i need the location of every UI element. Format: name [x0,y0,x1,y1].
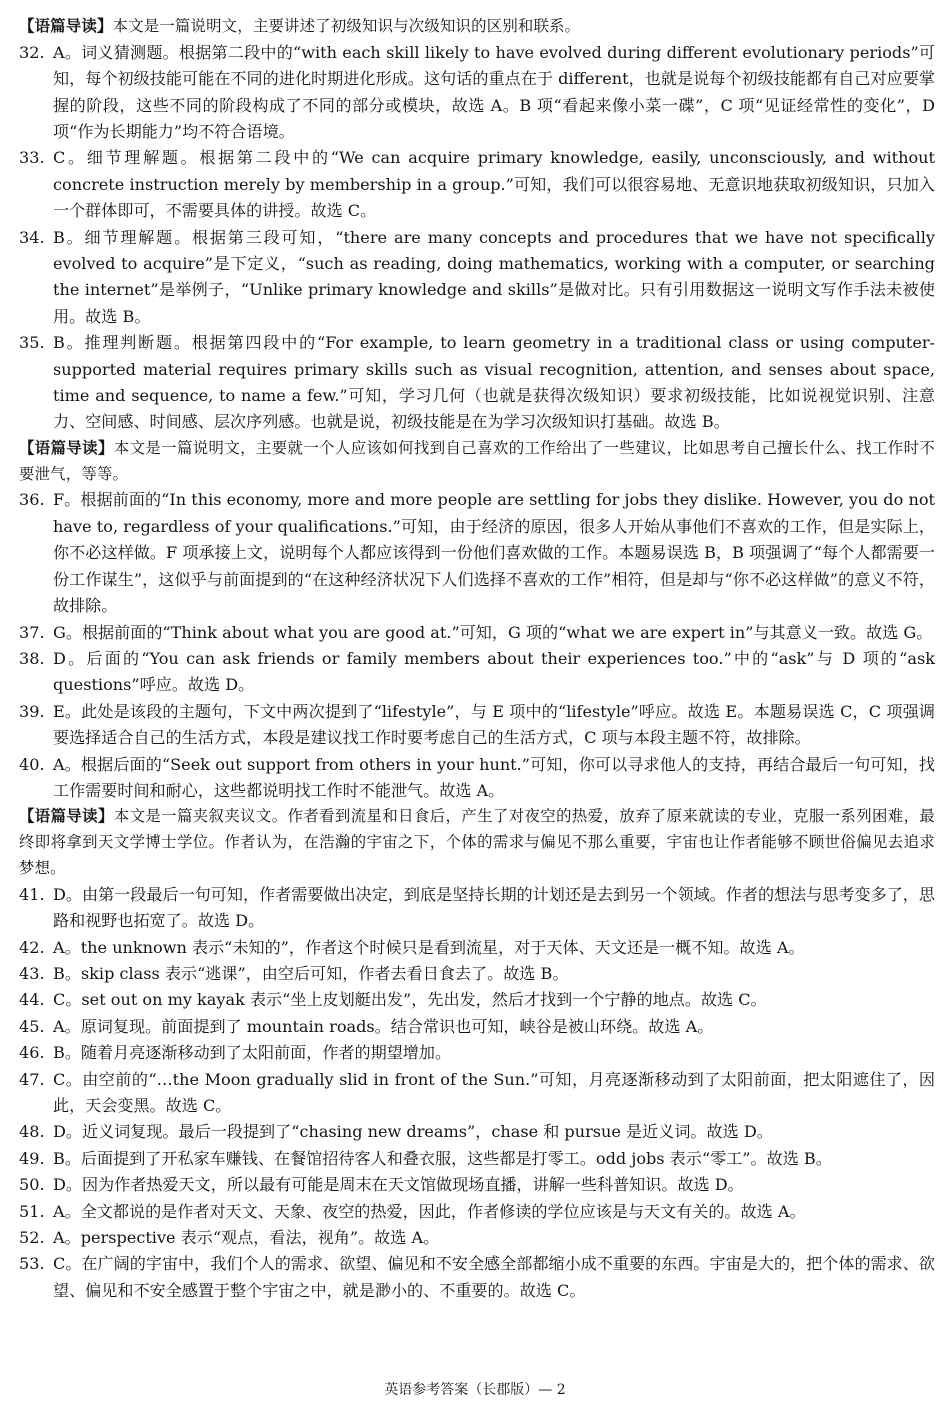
answer-item-49 [17,1146,935,1172]
passage-guide-1 [17,14,935,40]
answer-item-35 [17,330,935,436]
answer-item-41 [17,882,935,935]
answer-item-53 [17,1251,935,1304]
item-number: 35. [19,333,45,353]
item-text: B。随着月亮逐渐移动到了太阳前面，作者的期望增加。 [53,1043,452,1063]
item-text: B。后面提到了开私家车赚钱、在餐馆招待客人和叠衣服，这些都是打零工。odd jobs 表示“零工”。故选 B。 [53,1148,832,1168]
answer-item-45 [17,1014,935,1040]
passage-guide-2 [17,436,935,488]
item-text: B。skip class 表示“逃课”，由空后可知，作者去看日食去了。故选 B。 [53,963,569,983]
answer-item-46 [17,1040,935,1066]
answer-item-50 [17,1172,935,1198]
answer-item-33 [17,145,935,224]
guide-tag: 【语篇导读】 [19,807,114,826]
item-text: E。此处是该段的主题句，下文中两次提到了“lifestyle”，与 E 项中的“lifestyle”呼应。故选 E。本题易误选 C，C 项强调要选择适合自己的生活方式，本段是建议找工作时要考虑自己的生活方式，C 项与本段主题不符，故排除。 [53,701,935,748]
item-number: 38. [19,648,45,668]
answer-item-43 [17,961,935,987]
item-number: 33. [19,148,45,168]
answer-item-32 [17,40,935,146]
item-number: 50. [19,1175,45,1195]
guide-tag: 【语篇导读】 [19,438,114,457]
item-number: 52. [19,1228,45,1248]
answer-item-40 [17,752,935,805]
item-text: D。由第一段最后一句可知，作者需要做出决定，到底是坚持长期的计划还是去到另一个领域。作者的想法与思考变多了，思路和视野也拓宽了。故选 D。 [53,884,935,931]
item-text: A。根据后面的“Seek out support from others in your hunt.”可知，你可以寻求他人的支持，再结合最后一句可知，找工作需要时间和耐心，这些都说明找工作时不能泄气。故选 A。 [53,754,935,800]
guide-text: 本文是一篇夹叙夹议文。作者看到流星和日食后，产生了对夜空的热爱，放弃了原来就读的专业，克服一系列困难，最终即将拿到天文学博士学位。作者认为，在浩瀚的宇宙之下，个体的需求与偏见不那么重要，宇宙也让作者能够不顾世俗偏见去追求梦想。 [19,807,935,877]
item-number: 43. [19,963,45,983]
item-text: D。因为作者热爱天文，所以最有可能是周末在天文馆做现场直播，讲解一些科普知识。故选 D。 [53,1175,744,1195]
item-text: B。细节理解题。根据第三段可知，“there are many concepts and procedures that we have not specifically evolved to acquire”是下定义，“such as reading, doing mathematics, working with a computer, or searching the internet”是举例子，“Unlike primary knowledge and skills”是做对比。只有引用数据这一说明文写作手法未被使用。故选 B。 [53,227,935,326]
item-text: C。set out on my kayak 表示“坐上皮划艇出发”，先出发，然后才找到一个宁静的地点。故选 C。 [53,990,767,1010]
item-text: A。the unknown 表示“未知的”，作者这个时候只是看到流星，对于天体、天文还是一概不知。故选 A。 [53,937,805,957]
item-number: 40. [19,754,45,774]
item-number: 39. [19,701,45,721]
item-number: 34. [19,227,45,247]
item-number: 48. [19,1122,45,1142]
item-text: G。根据前面的“Think about what you are good at.”可知，G 项的“what we are expert in”与其意义一致。故选 G。 [53,622,933,642]
item-number: 42. [19,937,45,957]
answer-item-51 [17,1199,935,1225]
item-text: C。细节理解题。根据第二段中的“We can acquire primary knowledge, easily, unconsciously, and without concrete instruction merely by membership in a group.”可知，我们可以很容易地、无意识地获取初级知识，只加入一个群体即可，不需要具体的讲授。故选 C。 [53,148,935,221]
passage-guide-3 [17,804,935,881]
item-text: A。原词复现。前面提到了 mountain roads。结合常识也可知，峡谷是被山环绕。故选 A。 [53,1016,714,1036]
answer-item-37 [17,620,935,646]
item-number: 37. [19,622,45,642]
item-text: B。推理判断题。根据第四段中的“For example, to learn geometry in a traditional class or using computer-supported material requires primary skills such as visual recognition, attention, and senses about space, time and sequence, to name a few.”可知，学习几何（也就是获得次级知识）要求初级技能，比如说视觉识别、注意力、空间感、时间感、层次序列感。也就是说，初级技能是在为学习次级知识打基础。故选 B。 [53,333,935,432]
item-text: D。近义词复现。最后一段提到了“chasing new dreams”，chase 和 pursue 是近义词。故选 D。 [53,1122,773,1142]
answer-item-42 [17,935,935,961]
item-text: C。在广阔的宇宙中，我们个人的需求、欲望、偏见和不安全感全部都缩小成不重要的东西。宇宙是大的，把个体的需求、欲望、偏见和不安全感置于整个宇宙之中，就是渺小的、不重要的。故选 C。 [53,1254,935,1300]
item-text: A。全文都说的是作者对天文、天象、夜空的热爱，因此，作者修读的学位应该是与天文有关的。故选 A。 [53,1201,806,1221]
item-number: 45. [19,1016,45,1036]
answer-item-38 [17,646,935,699]
guide-tag: 【语篇导读】 [19,17,113,35]
item-number: 41. [19,884,45,904]
item-number: 53. [19,1254,45,1274]
item-number: 47. [19,1069,45,1089]
item-text: C。由空前的“…the Moon gradually slid in front of the Sun.”可知，月亮逐渐移动到了太阳前面，把太阳遮住了，因此，天会变黑。故选 C。 [53,1069,935,1115]
item-number: 36. [19,490,45,510]
answer-item-47 [17,1067,935,1120]
answer-item-44 [17,987,935,1013]
answer-item-34 [17,225,935,331]
item-text: A。perspective 表示“观点，看法，视角”。故选 A。 [53,1228,440,1248]
item-number: 51. [19,1201,45,1221]
guide-text: 本文是一篇说明文，主要讲述了初级知识与次级知识的区别和联系。 [112,17,581,35]
item-number: 49. [19,1148,45,1168]
answer-item-39 [17,699,935,752]
item-number: 32. [19,42,45,62]
answer-item-48 [17,1119,935,1145]
item-text: F。根据前面的“In this economy, more and more people are settling for jobs they dislike. However, you do not have to, regardless of your qualifications.”可知，由于经济的原因，很多人开始从事他们不喜欢的工作，但是实际上，你不必这样做。F 项承接上文，说明每个人都应该得到一份他们喜欢做的工作。本题易误选 B，B 项强调了“每个人都需要一份工作谋生”，这似乎与前面提到的“在这种经济状况下人们选择不喜欢的工作”相符，但是却与“你不必这样做”的意义不符，故排除。 [53,490,935,616]
item-number: 44. [19,990,45,1010]
item-number: 46. [19,1043,45,1063]
answer-page [17,14,935,1304]
answer-item-36 [17,487,935,619]
page-footer: 英语参考答案（长郡版）— 2 [384,1382,566,1398]
guide-text: 本文是一篇说明文，主要就一个人应该如何找到自己喜欢的工作给出了一些建议，比如思考自己擅长什么、找工作时不要泄气，等等。 [19,438,935,483]
answer-item-52 [17,1225,935,1251]
item-text: A。词义猜测题。根据第二段中的“with each skill likely to have evolved during different evolutionary periods”可知，每个初级技能可能在不同的进化时期进化形成。这句话的重点在于 different，也就是说每个初级技能都有自己对应要掌握的阶段，这些不同的阶段构成了不同的部分或模块，故选 A。B 项“看起来像小菜一碟”，C 项“见证经常性的变化”，D 项“作为长期能力”均不符合语境。 [53,42,935,142]
item-text: D。后面的“You can ask friends or family members about their experiences too.”中的“ask”与 D 项的“ask questions”呼应。故选 D。 [53,648,935,695]
